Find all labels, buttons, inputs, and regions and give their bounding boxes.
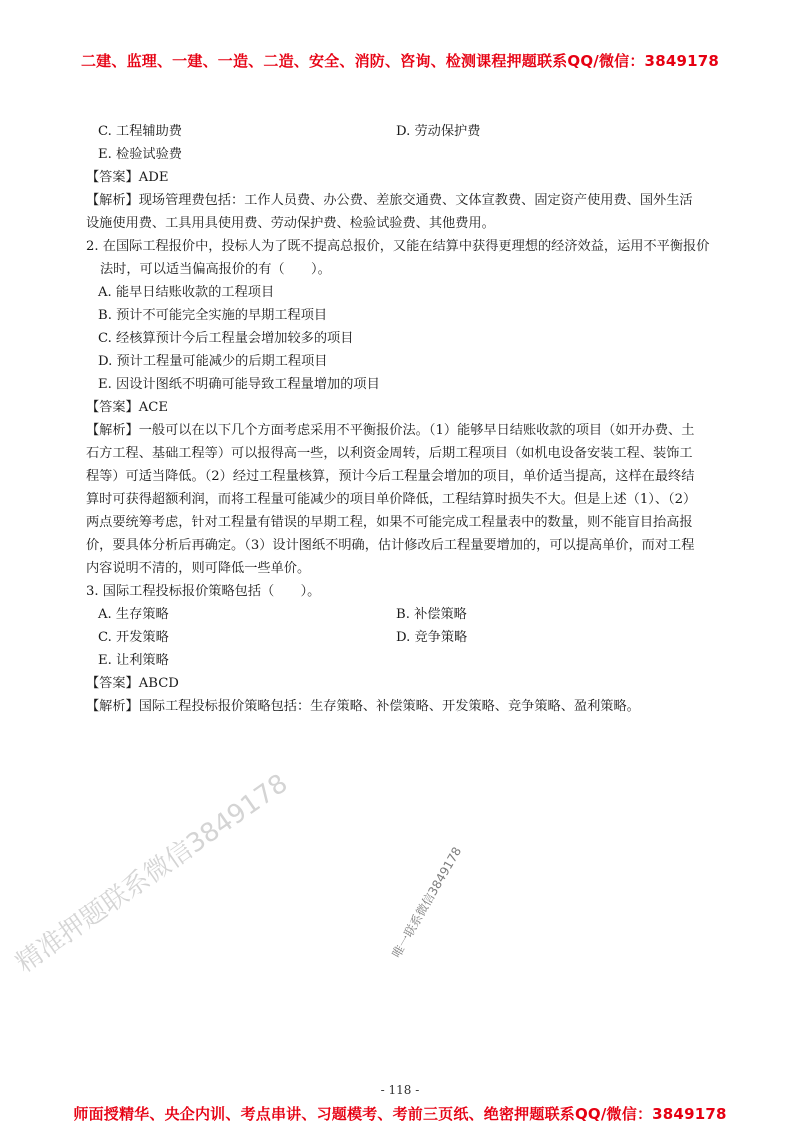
watermark-center: 唯一联系微信3849178 <box>389 844 465 961</box>
watermark-left: 精准押题联系微信3849178 <box>10 768 294 979</box>
q2-stem-line: 2. 在国际工程报价中，投标人为了既不提高总报价，又能在结算中获得更理想的经济效益，运用不平衡报价 <box>86 239 710 254</box>
bottom-promo-banner: 师面授精华、央企内训、考点串讲、习题模考、考前三页纸、绝密押题联系QQ/微信：3849178 <box>73 1105 727 1123</box>
q3-stem: 3. 国际工程投标报价策略包括（ ）。 <box>86 584 321 599</box>
q2-analysis-line: 石方工程、基础工程等）可以报得高一些，以利资金周转，后期工程项目（如机电设备安装工程、装饰工 <box>86 446 693 461</box>
q2-option-b: B. 预计不可能完全实施的早期工程项目 <box>98 308 328 323</box>
q3-option-e: E. 让利策略 <box>98 653 169 668</box>
q2-option-c: C. 经核算预计今后工程量会增加较多的项目 <box>98 331 354 346</box>
q2-analysis-line: 两点要统筹考虑，针对工程量有错误的早期工程，如果不可能完成工程量表中的数量，则不能盲目抬高报 <box>86 515 693 530</box>
q2-option-a: A. 能早日结账收款的工程项目 <box>98 285 275 300</box>
q1-analysis <box>86 189 718 235</box>
q1-option-c: C. 工程辅助费 <box>98 124 182 139</box>
q2-option-d: D. 预计工程量可能减少的后期工程项目 <box>98 354 328 369</box>
q2-answer: 【答案】ACE <box>86 400 168 415</box>
top-promo-banner: 二建、监理、一建、一造、二造、安全、消防、咨询、检测课程押题联系QQ/微信：3849178 <box>80 52 720 70</box>
q3-option-a: A. 生存策略 <box>98 607 169 622</box>
q3-options-ab <box>86 603 718 626</box>
q2-stem-line: 法时，可以适当偏高报价的有（ ）。 <box>100 262 331 277</box>
page-content <box>86 120 718 718</box>
q2-analysis-line: 算时可获得超额利润，而将工程量可能减少的项目单价降低，工程结算时损失不大。但是上述（1）、（2） <box>86 492 697 507</box>
q2-analysis-line: 程等）可适当降低。（2）经过工程量核算，预计今后工程量会增加的项目，单价适当提高，这样在最终结 <box>86 469 695 484</box>
q3-option-c: C. 开发策略 <box>98 630 169 645</box>
q1-analysis-line: 设施使用费、工具用具使用费、劳动保护费、检验试验费、其他费用。 <box>86 216 495 231</box>
q3-answer: 【答案】ABCD <box>86 676 179 691</box>
q1-analysis-line: 【解析】现场管理费包括：工作人员费、办公费、差旅交通费、文体宣教费、固定资产使用费、国外生活 <box>86 193 693 208</box>
q2-analysis-line: 价，要具体分析后再确定。（3）设计图纸不明确，估计修改后工程量要增加的，可以提高单价，而对工程 <box>86 538 695 553</box>
q1-options-cd <box>86 120 718 143</box>
page-number: - 118 - <box>380 1083 420 1097</box>
q2-analysis <box>86 419 718 580</box>
q2-stem <box>86 235 718 281</box>
q3-option-d: D. 竞争策略 <box>396 630 468 645</box>
q3-option-b: B. 补偿策略 <box>396 607 467 622</box>
q2-option-e: E. 因设计图纸不明确可能导致工程量增加的项目 <box>98 377 380 392</box>
q1-answer: 【答案】ADE <box>86 170 169 185</box>
q3-analysis: 【解析】国际工程投标报价策略包括：生存策略、补偿策略、开发策略、竞争策略、盈利策略。 <box>86 699 640 714</box>
q1-option-d: D. 劳动保护费 <box>396 124 481 139</box>
q3-options-cd <box>86 626 718 649</box>
q2-analysis-line: 【解析】一般可以在以下几个方面考虑采用不平衡报价法。（1）能够早日结账收款的项目（如开办费、土 <box>86 423 695 438</box>
q2-analysis-line: 内容说明不清的，则可降低一些单价。 <box>86 561 311 576</box>
q1-option-e: E. 检验试验费 <box>98 147 182 162</box>
